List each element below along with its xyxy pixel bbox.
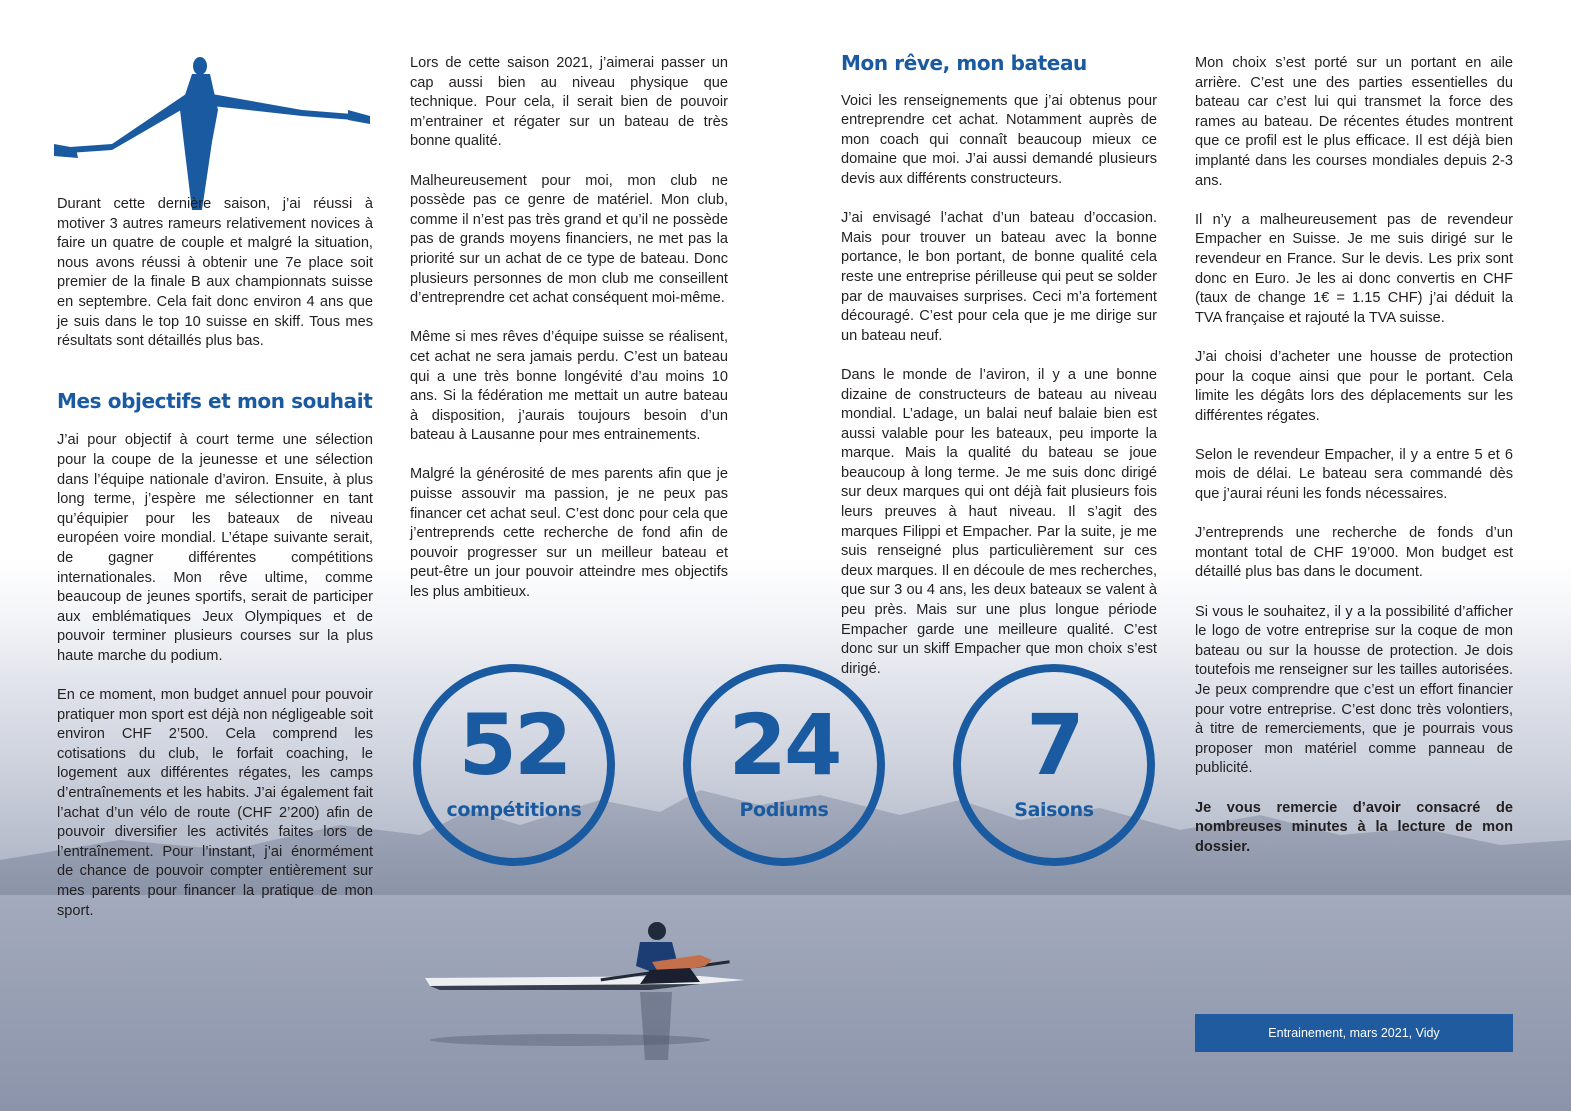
stat-label: Podiums [739, 799, 829, 821]
closing-paragraph: Je vous remercie d’avoir consacré de nombreuses minutes à la lecture de mon dossier. [1195, 799, 1513, 855]
total-paragraph: J’entreprends une recherche de fonds d’un montant total de CHF 19’000. Mon budget est détaillé plus bas dans le document. [1195, 525, 1513, 581]
dream-boat-heading: Mon rêve, mon bateau [841, 51, 1087, 75]
club-paragraph: Malheureusement pour moi, mon club ne possède pas ce genre de matériel. Mon club, comme il n’est pas très grand et qu’il ne possède pas de grands moyens financiers, ne met pas la priorité sur un achat de ce type de bateau. Donc plusieurs personnes de mon club me conseillent d’entreprendre cet achat conséquent moi-même. [410, 172, 728, 307]
fourth-column [1195, 54, 1513, 857]
stat-podiums [683, 664, 885, 866]
rigger-paragraph: Mon choix s’est porté sur un portant en aile arrière. C’est une des parties essentielles du bateau car c’est lui qui transmet la force des rames au bateau. De récentes études montrent que ce profil est le plus efficace. Il est déjà bien implanté dans les courses mondiales depuis 2-3 ans. [1195, 55, 1513, 189]
stat-seasons [953, 664, 1155, 866]
delay-paragraph: Selon le revendeur Empacher, il y a entre 5 et 6 mois de délai. Le bateau sera commandé dès que j’aurai réuni les fonds nécessaires. [1195, 446, 1513, 503]
brands-paragraph: Dans le monde de l’aviron, il y a une bonne dizaine de constructeurs de bateau au niveau mondial. L’adage, un balai neuf balaie bien est aussi valable pour les bateaux, peu importe la marque. Mais la qualité du bateau se joue beaucoup à long terme. Je me suis donc dirigé sur deux marques qui ont déjà fait plusieurs fois leurs preuves à haut niveau. Il s’agit des marques Filippi et Empacher. Par la suite, je me suis renseigné plus particulièrement sur ces deux marques. Il en découle de mes recherches, que sur 3 ou 4 ans, les deux bateaux se valent à peu près. Mais sur une plus longue période Empacher garde une meilleure qualité. C’est donc sur un skiff Empacher que mon choix s’est dirigé. [841, 366, 1157, 677]
lake-water [0, 895, 1571, 1111]
photo-caption: Entrainement, mars 2021, Vidy [1195, 1014, 1513, 1052]
info-paragraph: Voici les renseignements que j’ai obtenus pour entreprendre cet achat. Notamment auprès de mon coach qui connaît beaucoup mieux ce domaine que moi. J’ai aussi demandé plusieurs devis aux différents constructeurs. [841, 92, 1157, 187]
left-column [57, 195, 373, 921]
objectives-heading: Mes objectifs et mon souhait [57, 388, 373, 413]
objectives-paragraph: J’ai pour objectif à court terme une sélection pour la coupe de la jeunesse et une sélection dans l’équipe nationale d’aviron. Ensuite, à plus long terme, j’espère me sélectionner en tant qu’équipier pour les bateaux de niveau européen voire mondial. L’étape suivante serait, de gagner différentes compétitions internationales. Mon rêve ultime, comme beaucoup de jeunes sportifs, serait de participer aux emblématiques Jeux Olympiques et de pouvoir terminer plusieurs courses sur la plus haute marche du podium. [57, 432, 373, 664]
season-paragraph: Lors de cette saison 2021, j’aimerai passer un cap aussi bien au niveau physique que technique. Pour cela, il serait bien de pouvoir m’entrainer et régater sur un bateau de très bonne qualité. [410, 55, 728, 150]
second-column [410, 54, 728, 603]
funding-paragraph: Malgré la générosité de mes parents afin que je puisse assouvir ma passion, je ne peux pas financer cet achat seul. C’est donc pour cela que j’entreprends cette recherche de fond afin de pouvoir progresser sur un meilleur bateau et peut-être un jour pouvoir atteindre mes objectifs les plus ambitieux. [410, 466, 728, 601]
cover-paragraph: J’ai choisi d’acheter une housse de protection pour la coque ainsi que pour le portant. Cela limite les dégâts lors des déplacements sur les différentes régates. [1195, 348, 1513, 424]
budget-paragraph: En ce moment, mon budget annuel pour pouvoir pratiquer mon sport est déjà non négligeable soit environ CHF 2’500. Cela comprend les cotisations du club, le forfait coaching, le logement aux différentes régates, les camps d’entraînements et les habits. J’ai également fait l’achat d’un vélo de route (CHF 2’200) afin de pouvoir diversifier les activités faites lors de l’entraînement. Pour l’instant, j’ai énormément de chance de pouvoir compter entièrement sur mes parents pour financer la pratique de mon sport. [57, 687, 373, 919]
used-boat-paragraph: J’ai envisagé l’achat d’un bateau d’occasion. Mais pour trouver un bateau avec la bonne portance, le bon portant, de bonne qualité cela reste une entreprise périlleuse qui peut se solder par de mauvaises surprises. Ceci m’a fortement découragé. C’est pour cela que je me dirige sur un bateau neuf. [841, 210, 1157, 344]
sponsor-paragraph: Si vous le souhaitez, il y a la possibilité d’afficher le logo de votre entreprise sur la coque de mon bateau ou sur la housse de protection. Je dois toutefois me renseigner sur les tailles autorisées. Je peux comprendre que c’est un effort financier pour votre entreprise. C’est donc très volontiers, à titre de remerciements, que je pourrais vous proposer mon matériel comme panneau de publicité. [1195, 603, 1513, 777]
stat-value: 7 [1026, 696, 1082, 794]
stat-label: Saisons [1014, 799, 1094, 821]
dealer-paragraph: Il n’y a malheureusement pas de revendeur Empacher en Suisse. Je me suis dirigé sur le revendeur en France. Sur le devis. Les prix sont donc en Euro. Je les ai donc convertis en CHF (taux de change 1€ = 1.15 CHF) j’ai déduit la TVA française et rajouté la TVA suisse. [1195, 211, 1513, 326]
intro-paragraph: Durant cette dernière saison, j’ai réussi à motiver 3 autres rameurs relativement novices à faire un quatre de couple et malgré la situation, nous avons réussi à obtenir une 7e place soit premier de la finale B aux championnats suisse en septembre. Cela fait donc environ 4 ans que je suis dans le top 10 suisse en skiff. Tous mes résultats sont détaillés plus bas. [57, 196, 373, 350]
stat-competitions [413, 664, 615, 866]
third-column [841, 51, 1157, 679]
stat-value: 24 [728, 696, 840, 794]
stat-label: compétitions [446, 799, 582, 821]
longevity-paragraph: Même si mes rêves d’équipe suisse se réalisent, cet achat ne sera jamais perdu. C’est un bateau qui a une très bonne longévité d’au moins 10 ans. Si la fédération me mettait un autre bateau à disposition, j’aurais toujours besoin d’un bateau à Lausanne pour mes entrainements. [410, 329, 728, 444]
stat-value: 52 [458, 696, 570, 794]
